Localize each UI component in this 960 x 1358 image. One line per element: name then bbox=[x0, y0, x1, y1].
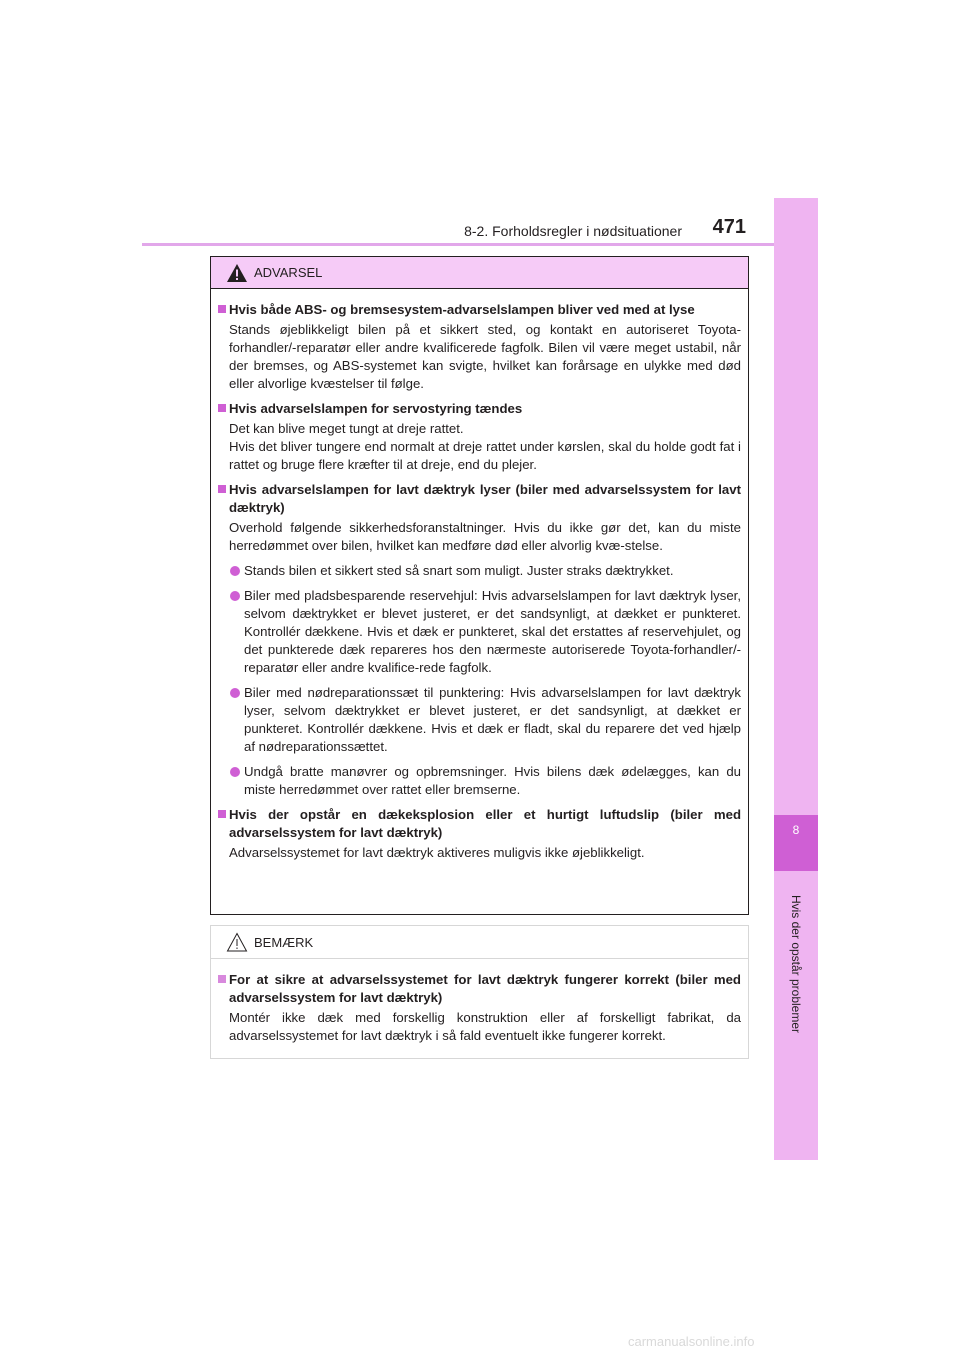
warning-box bbox=[210, 256, 749, 915]
sub-item-text: Biler med nødreparationssæt til punktering: Hvis advarselslampen for lavt dæktryk lyser, selvom dæktrykket er blevet justeret, er det sandsynligt, at dækket er punkteret. Kontrollér dækkene. Hvis et dæk er fladt, skal du reparere det ved hjælp af nødreparationssættet. bbox=[244, 685, 741, 754]
warning-triangle-icon bbox=[226, 263, 248, 283]
sub-item-text: Undgå bratte manøvrer og opbremsninger. Hvis bilens dæk ødelægges, kan du miste herredømmet over rattet eller bremserne. bbox=[244, 764, 741, 797]
circle-bullet-icon bbox=[230, 688, 240, 698]
item-text: Overhold følgende sikkerhedsforanstaltninger. Hvis du ikke gør det, kan du miste herredømmet over bilen, hvilket kan medføre død eller alvorlig kvæ-stelse. bbox=[229, 520, 741, 553]
note-box bbox=[210, 925, 749, 1059]
header-divider bbox=[142, 243, 818, 246]
item-title: Hvis advarselslampen for servostyring tændes bbox=[229, 401, 523, 416]
warning-content bbox=[211, 289, 748, 862]
chapter-number: 8 bbox=[792, 823, 800, 837]
warning-item bbox=[218, 481, 741, 799]
item-title: Hvis advarselslampen for lavt dæktryk lyser (biler med advarselssystem for lavt dæktryk) bbox=[229, 482, 741, 515]
section-title: 8-2. Forholdsregler i nødsituationer bbox=[464, 223, 682, 239]
item-title: Hvis der opstår en dækeksplosion eller et hurtigt luftudslip (biler med advarselssystem for lavt dæktryk) bbox=[229, 807, 741, 840]
sub-item bbox=[229, 562, 741, 580]
square-bullet-icon bbox=[218, 404, 226, 412]
sub-item-text: Biler med pladsbesparende reservehjul: Hvis advarselslampen for lavt dæktryk lyser, selvom dæktrykket er blevet justeret, er det sandsynligt, at dækket er punkteret. Kontrollér dækkene. Hvis et dæk er punkteret, skal det erstattes af reservehjulet, og det punkterede dæk repareres hos den nærmeste autoriserede Toyota-forhandler/-reparatør eller andre kvalifice-rede fagfolk. bbox=[244, 588, 741, 675]
watermark: carmanualsonline.info bbox=[628, 1334, 755, 1349]
square-bullet-icon bbox=[218, 305, 226, 313]
sub-item-text: Stands bilen et sikkert sted så snart som muligt. Juster straks dæktrykket. bbox=[244, 563, 674, 578]
caution-triangle-icon bbox=[226, 932, 248, 952]
note-item bbox=[218, 971, 741, 1045]
square-bullet-icon bbox=[218, 975, 226, 983]
note-content bbox=[211, 959, 748, 1045]
warning-item bbox=[218, 806, 741, 862]
chapter-label: Hvis der opstår problemer bbox=[789, 894, 803, 1034]
item-title: Hvis både ABS- og bremsesystem-advarselslampen bliver ved med at lyse bbox=[229, 302, 695, 317]
sub-item bbox=[229, 763, 741, 799]
item-text: Det kan blive meget tungt at dreje rattet. bbox=[229, 421, 464, 436]
item-text: Advarselssystemet for lavt dæktryk aktiveres muligvis ikke øjeblikkeligt. bbox=[229, 845, 645, 860]
note-label: BEMÆRK bbox=[254, 935, 314, 950]
square-bullet-icon bbox=[218, 810, 226, 818]
square-bullet-icon bbox=[218, 485, 226, 493]
page-number: 471 bbox=[712, 216, 746, 238]
warning-label: ADVARSEL bbox=[254, 265, 323, 280]
sub-item bbox=[229, 587, 741, 677]
note-box-header bbox=[211, 926, 748, 959]
item-text: Montér ikke dæk med forskellig konstruktion eller af forskelligt fabrikat, da advarselssystemet for lavt dæktryk i så fald eventuelt ikke fungerer korrekt. bbox=[229, 1010, 741, 1043]
item-text: Stands øjeblikkeligt bilen på et sikkert sted, og kontakt en autoriseret Toyota-forhandler/-reparatør eller andre kvalificerede fagfolk. Bilen vil være meget ustabil, når der bremses, og ABS-systemet kan svigte, hvilket kan forårsage en ulykke med død eller alvorlige kvæstelser til følge. bbox=[229, 322, 741, 391]
item-text: Hvis det bliver tungere end normalt at dreje rattet under kørslen, skal du holde godt fat i rattet og bruge flere kræfter til at dreje, end du plejer. bbox=[229, 439, 741, 472]
circle-bullet-icon bbox=[230, 767, 240, 777]
circle-bullet-icon bbox=[230, 566, 240, 576]
chapter-side-tab bbox=[774, 198, 818, 1160]
circle-bullet-icon bbox=[230, 591, 240, 601]
sub-item bbox=[229, 684, 741, 756]
item-title: For at sikre at advarselssystemet for lavt dæktryk fungerer korrekt (biler med advarselssystem for lavt dæktryk) bbox=[229, 972, 741, 1005]
warning-box-header bbox=[211, 257, 748, 289]
warning-item bbox=[218, 400, 741, 474]
warning-item bbox=[218, 301, 741, 393]
